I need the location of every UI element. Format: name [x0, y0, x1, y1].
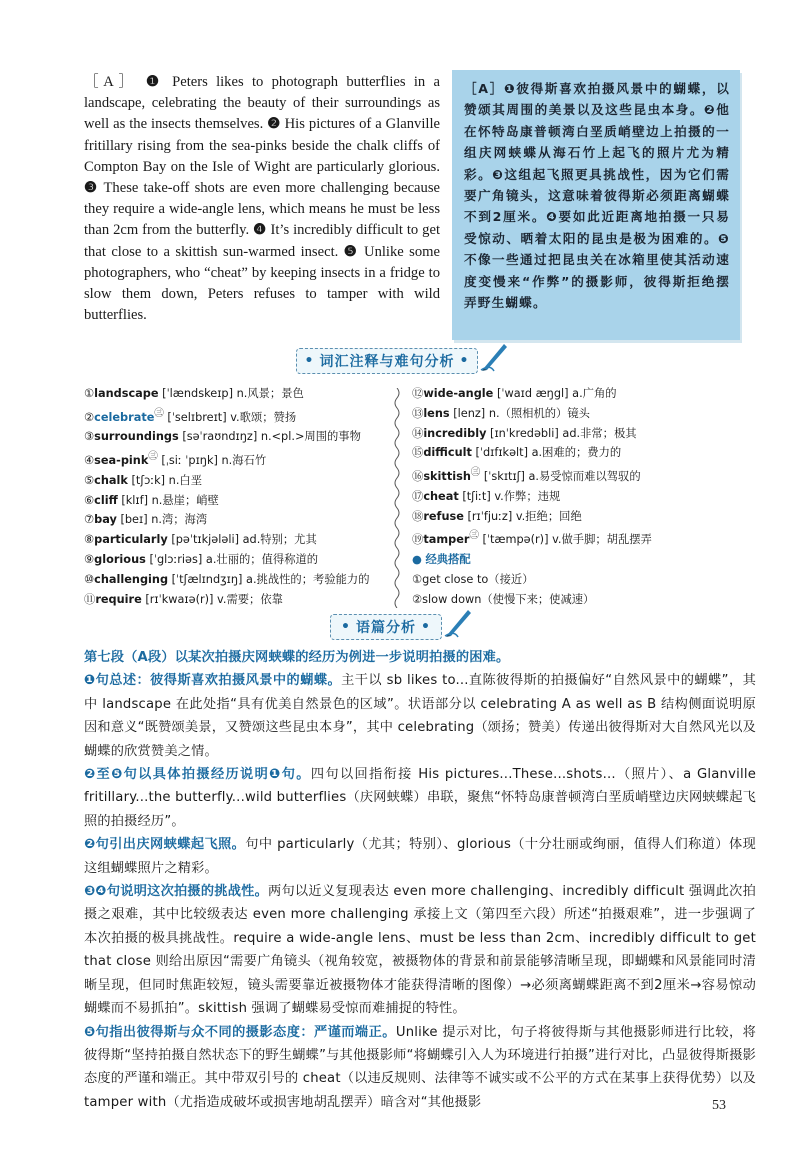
vocab-item: ⑭incredibly [ɪnˈkredəbli] ad.非常；极其	[412, 426, 637, 440]
sentence-number-4: ❹	[253, 222, 267, 239]
vocab-item: ⑩challenging [ˈtʃælɪndʒɪŋ] a.挑战性的；考验能力的	[84, 572, 370, 586]
page-number: 53	[712, 1098, 726, 1113]
bullet-icon: ●	[412, 552, 422, 566]
vocab-item: ⑪require [rɪˈkwaɪə(r)] v.需要；依靠	[84, 592, 283, 606]
vocab-banner-title: 词汇注释与难句分析	[319, 354, 455, 370]
sentence-2: His pictures of a Glanville fritillary rising from the sea-pinks beside the chalk cliffs of Compton Bay on the Isle of Wight are particularly glorious.	[84, 116, 440, 175]
analysis-paragraph: ❺句指出彼得斯与众不同的摄影态度：严谨而端正。Unlike 提示对比，句子将彼得斯与其他摄影师进行比较，将彼得斯“坚持拍摄自然状态下的野生蝴蝶”与其他摄影师“将蝴蝶引入人为环境进行拍摄”进行对比，凸显彼得斯摄影态度的严谨和端正。其中带双引号的 cheat（以违反规则、法律等不诚实或不公平的方式在某事上获得优势）以及 tamper with（尤指造成破坏或损害地胡乱摆弄）暗含对“其他摄影	[84, 1024, 757, 1110]
analysis-paragraph: ❷至❺句以具体拍摄经历说明❶句。四句以回指衔接 His pictures...These...shots...（照片）、a Glanville fritillary...the butterfly...wild butterflies（庆网蛱蝶）串联，聚焦“怀特岛康普顿湾白垩质峭壁边庆网蛱蝶起飞照的拍摄经历”。	[84, 767, 757, 829]
frequency-star-icon: ㊂	[469, 530, 479, 542]
vocab-item: ①landscape [ˈlændskeɪp] n.风景；景色	[84, 387, 304, 400]
column-divider	[393, 388, 401, 608]
analysis-paragraph: ❶句总述：彼得斯喜欢拍摄风景中的蝴蝶。主干以 sb likes to...直陈彼得斯的拍摄偏好“自然风景中的蝴蝶”，其中 landscape 在此处指“具有优美自然景色的区域”。状语部分以 celebrating A as well as B 结构侧面说明原因和意义“既赞颂美景，又赞颂这些昆虫本身”，其中 celebrating（颂扬；赞美）传递出彼得斯对大自然风光以及蝴蝶的欣赏赞美之情。	[84, 673, 756, 759]
frequency-star-icon: ㊂	[470, 467, 481, 479]
vocab-item: ⑯skittish$^㊂$ [ˈskɪtɪʃ] a.易受惊而难以驾驭的	[412, 467, 641, 483]
pen-icon	[480, 340, 510, 372]
sentence-3: These take-off shots are even more challenging because they require a wide-angle lens, which means he must be less than 2cm from the butterfly.	[84, 180, 440, 239]
vocab-section-banner	[296, 348, 478, 374]
vocab-item: ⑨glorious [ˈglɔːriəs] a.壮丽的；值得称道的	[84, 552, 319, 566]
vocab-item: ⑮difficult [ˈdɪfɪkəlt] a.困难的；费力的	[412, 446, 622, 460]
english-passage	[84, 72, 440, 326]
vocab-item: ⑱refuse [rɪˈfjuːz] v.拒绝；回绝	[412, 509, 582, 523]
vocab-item: ⑲tamper$^㊂$ [ˈtæmpə(r)] v.做手脚；胡乱摆弄	[412, 530, 652, 547]
vocab-item: ⑫wide-angle [ˈwaɪd æŋgl] a.广角的	[412, 387, 617, 400]
banner-dot-icon: •	[304, 353, 315, 369]
sentence-5: Unlike some photographers, who “cheat” by keeping insects in a fridge to slow them down, Peters refuses to tamper with wild butterflies.	[84, 243, 440, 324]
analysis-section-banner	[330, 614, 442, 640]
sentence-4: It’s incredibly difficult to get that close to a skittish sun-warmed insect.	[84, 222, 440, 260]
vocab-item: ④sea-pink$^㊂$ [ˌsiː ˈpɪŋk] n.海石竹	[84, 451, 267, 467]
analysis-paragraph: ❸❹句说明这次拍摄的挑战性。两句以近义复现表达 even more challenging、incredibly difficult 强调此次拍摄之艰难，其中比较级表达 even more challenging 承接上文（第四至六段）所述“拍摄艰难”，进一步强调了本次拍摄的极具挑战性。require a wide-angle lens、must be less than 2cm、incredibly difficult to get that close 则给出原因“需要广角镜头（视角较宽，被摄物体的背景和前景能够清晰呈现，即蝴蝶和风景能同时清晰呈现，但同时焦距较短，镜头需要靠近被摄物体才能获得清晰的图像）→必须离蝴蝶距离不到2厘米→容易惊动蝴蝶而不易抓拍”。skittish 强调了蝴蝶易受惊而难捕捉的特性。	[84, 884, 756, 1017]
analysis-paragraph: ❷句引出庆网蛱蝶起飞照。句中 particularly（尤其；特别）、glorious（十分壮丽或绚丽，值得人们称道）体现这组蝴蝶照片之精彩。	[84, 837, 756, 876]
sentence-number-2: ❷	[267, 116, 281, 133]
vocab-item: ⑦bay [beɪ] n.湾；海湾	[84, 513, 208, 527]
vocab-item: ②celebrate$^㊂$ [ˈselɪbreɪt] v.歌颂；赞扬	[84, 407, 297, 424]
frequency-star-icon: ㊂	[148, 451, 158, 463]
phrases-heading: ● 经典搭配	[412, 552, 471, 566]
passage-label: ［A］	[84, 74, 138, 90]
phrase-item: ②slow down（使慢下来；使减速）	[412, 592, 595, 606]
sentence-number-1: ❶	[146, 74, 164, 90]
vocab-list-right	[412, 384, 652, 609]
banner-dot-icon: •	[341, 619, 351, 635]
banner-dot-icon: •	[459, 353, 470, 369]
sentence-number-3: ❸	[84, 180, 99, 197]
translation-text: ［A］❶彼得斯喜欢拍摄风景中的蝴蝶，以赞颂其周围的美景以及这些昆虫本身。❷他在怀特岛康普顿湾白垩质峭壁边上拍摄的一组庆网蛱蝶从海石竹上起飞的照片尤为精彩。❸这组起飞照更具挑战性，因为它们需要广角镜头，这意味着彼得斯必须距离蝴蝶不到2厘米。❹要如此近距离地拍摄一只易受惊动、晒着太阳的昆虫是极为困难的。❺不像一些通过把昆虫关在冰箱里使其活动速度变慢来“作弊”的摄影师，彼得斯拒绝摆弄野生蝴蝶。	[464, 81, 730, 311]
vocab-list-left	[84, 384, 370, 609]
banner-dot-icon: •	[421, 619, 431, 635]
frequency-star-icon: ㊂	[154, 407, 164, 419]
analysis-body	[84, 646, 756, 1114]
sentence-number-5: ❺	[343, 243, 359, 260]
analysis-banner-title: 语篇分析	[356, 620, 416, 636]
pen-icon	[444, 606, 474, 638]
phrase-item: ①get close to（接近）	[412, 572, 534, 586]
vocab-item: ⑥cliff [klɪf] n.悬崖；峭壁	[84, 493, 219, 507]
vocab-item: ⑤chalk [tʃɔːk] n.白垩	[84, 473, 203, 487]
sentence-1: Peters likes to photograph butterflies in a landscape, celebrating the beauty of their surroundings as well as the insects themselves.	[84, 74, 440, 133]
vocab-item: ⑰cheat [tʃiːt] v.作弊；违规	[412, 489, 561, 503]
translation-box	[452, 70, 740, 340]
analysis-heading: 第七段（A段）以某次拍摄庆网蛱蝶的经历为例进一步说明拍摄的困难。	[84, 650, 510, 665]
vocab-item: ⑬lens [lenz] n.（照相机的）镜头	[412, 406, 590, 420]
vocab-item: ③surroundings [səˈraʊndɪŋz] n.<pl.>周围的事物	[84, 430, 361, 444]
vocab-item: ⑧particularly [pəˈtɪkjələli] ad.特别；尤其	[84, 533, 317, 547]
